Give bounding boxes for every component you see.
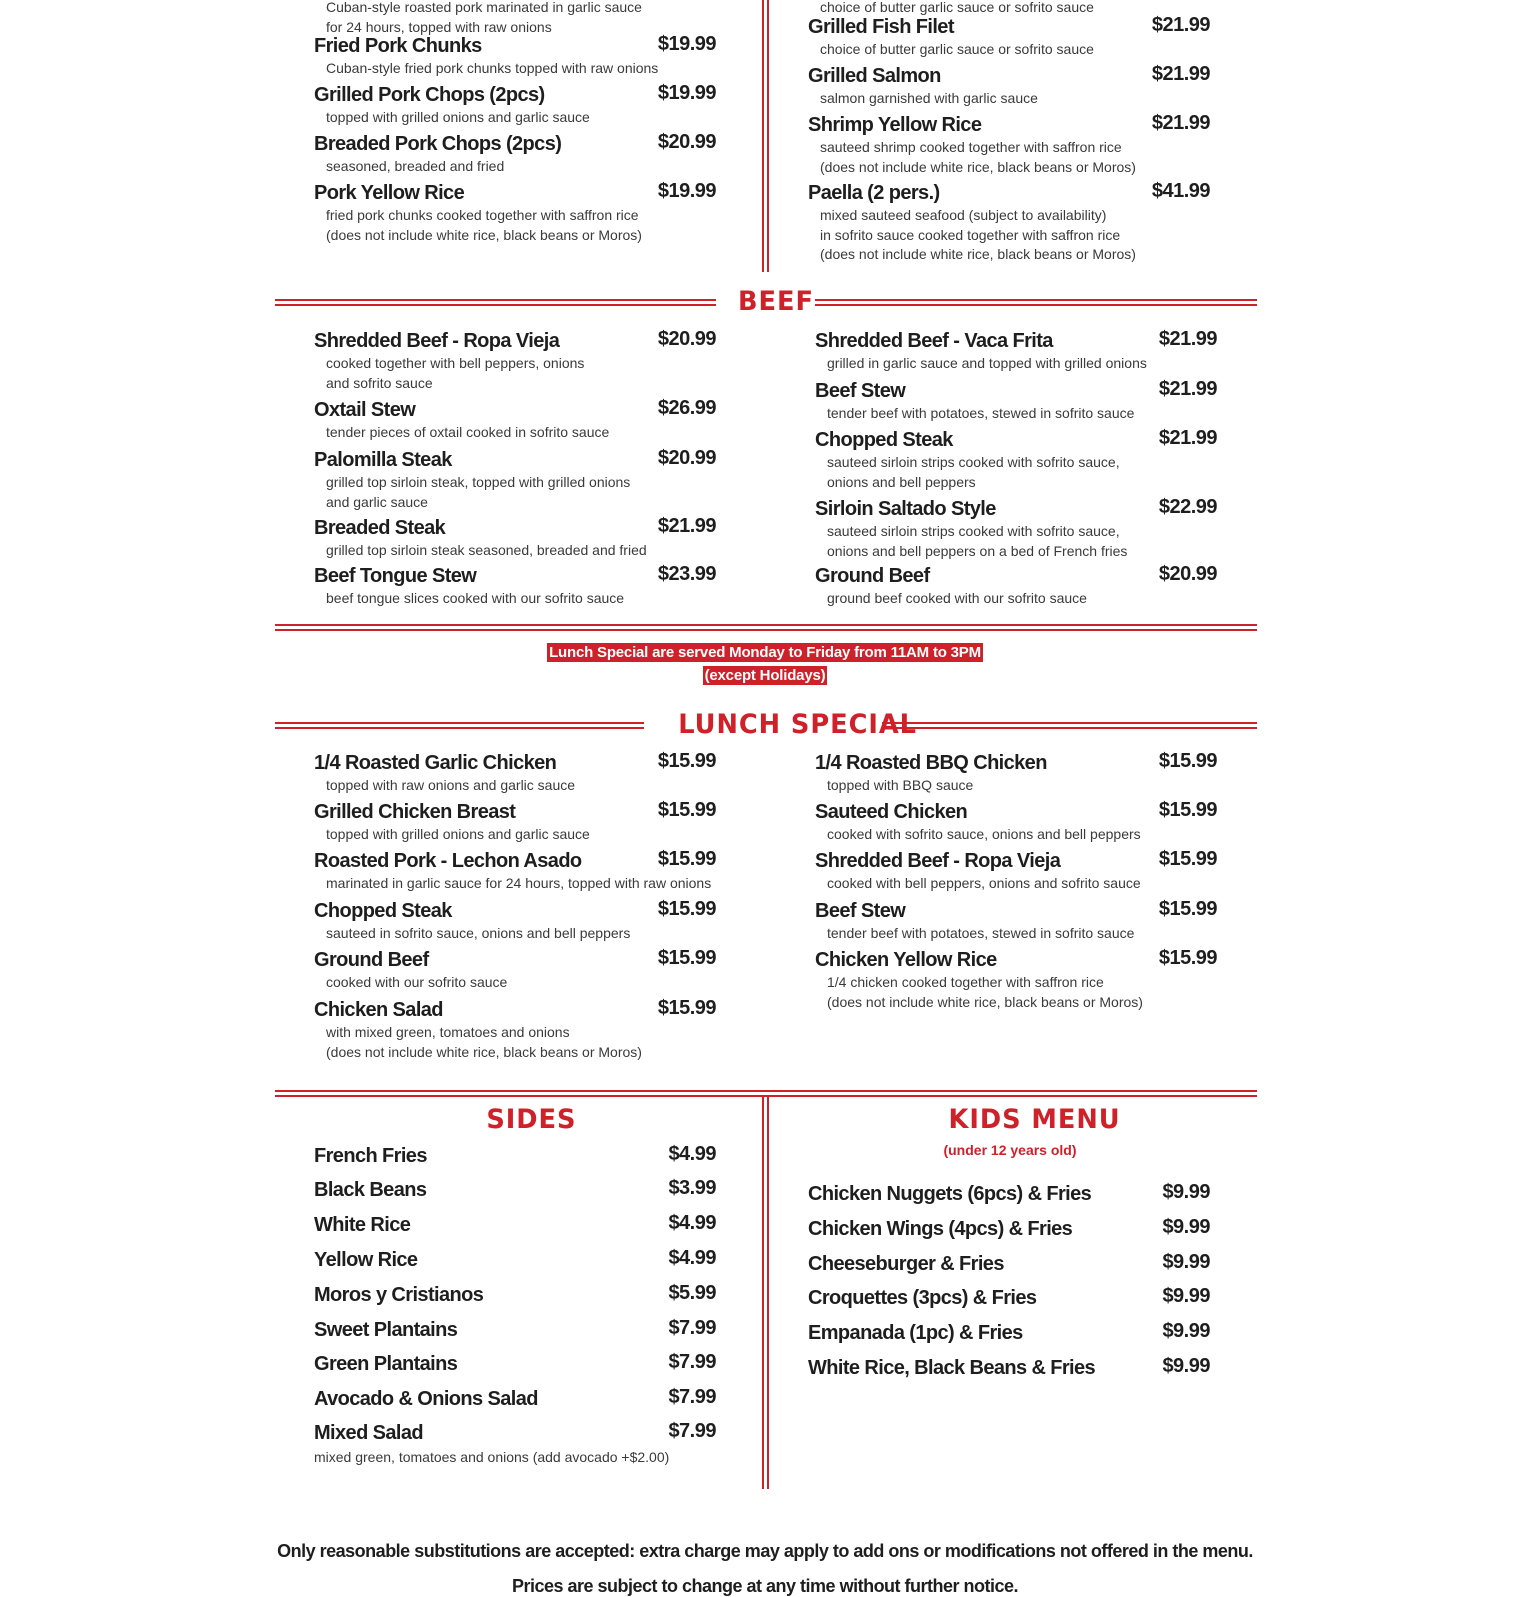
desc-line: cooked together with bell peppers, onions: [326, 355, 585, 371]
desc-line: (does not include white rice, black beans or Moros): [827, 993, 1143, 1010]
kids-subheading: (under 12 years old): [943, 1142, 1077, 1158]
banner-text: Lunch Special are served Monday to Friday from 11AM to 3PM: [549, 644, 981, 661]
item-name: French Fries: [314, 1145, 427, 1167]
item-description: [326, 473, 630, 512]
lunch-banner-line-2: [0, 667, 1530, 685]
item-description: [820, 138, 1136, 177]
item-description: [326, 206, 642, 245]
item-name: Pork Yellow Rice: [314, 182, 465, 204]
beef-bottom-rule: [275, 624, 1257, 631]
item-name: Fried Pork Chunks: [314, 35, 482, 57]
desc-line: seasoned, breaded and fried: [326, 158, 505, 174]
item-price: $21.99: [1158, 378, 1217, 400]
item-price: $15.99: [1158, 947, 1217, 969]
item-description: [820, 40, 1094, 60]
item-name: Ground Beef: [815, 565, 930, 587]
desc-line: (does not include white rice, black beans or Moros): [326, 226, 642, 243]
item-description: [827, 354, 1147, 374]
item-price: $9.99: [1162, 1320, 1210, 1342]
item-price: $19.99: [657, 33, 716, 55]
item-description: [326, 776, 575, 796]
item-name: Chopped Steak: [314, 900, 452, 922]
desc-line: tender pieces of oxtail cooked in sofrito sauce: [326, 424, 610, 440]
item-description: [326, 423, 609, 443]
item-name: Beef Stew: [815, 900, 906, 922]
item-description: [820, 0, 1094, 18]
item-name: Chopped Steak: [815, 429, 953, 451]
item-price: $26.99: [657, 397, 716, 419]
item-name: White Rice, Black Beans & Fries: [808, 1357, 1096, 1379]
item-name: Grilled Salmon: [808, 65, 941, 87]
footer-line-2: Prices are subject to change at any time without further notice.: [511, 1576, 1019, 1596]
item-name: Black Beans: [314, 1179, 427, 1201]
desc-line: for 24 hours, topped with raw onions: [326, 18, 552, 35]
item-name: Sauteed Chicken: [815, 801, 968, 823]
item-price: $15.99: [1158, 750, 1217, 772]
item-price: $15.99: [657, 947, 716, 969]
item-price: $9.99: [1162, 1181, 1210, 1203]
item-price: $20.99: [657, 328, 716, 350]
item-price: $4.99: [668, 1143, 716, 1165]
item-name: White Rice: [314, 1214, 411, 1236]
item-name: Palomilla Steak: [314, 449, 452, 471]
desc-line: 1/4 chicken cooked together with saffron rice: [827, 974, 1104, 990]
item-name: Chicken Wings (4pcs) & Fries: [808, 1218, 1073, 1240]
desc-line: and garlic sauce: [326, 493, 428, 510]
item-name: Yellow Rice: [314, 1249, 418, 1271]
item-price: $4.99: [668, 1212, 716, 1234]
item-name: Beef Tongue Stew: [314, 565, 477, 587]
item-price: $21.99: [1151, 14, 1210, 36]
sides-heading: SIDES: [486, 1104, 577, 1135]
desc-line: sauteed shrimp cooked together with saffron rice: [820, 139, 1122, 155]
item-description: [326, 157, 504, 177]
desc-line: (does not include white rice, black beans or Moros): [820, 246, 1136, 262]
desc-line: cooked with sofrito sauce, onions and bell peppers: [827, 826, 1141, 842]
item-description: [827, 453, 1120, 492]
beef-rule-left: [275, 299, 716, 306]
item-price: $9.99: [1162, 1355, 1210, 1377]
item-description: [820, 89, 1038, 109]
item-price: $15.99: [657, 848, 716, 870]
item-name: Paella (2 pers.): [808, 182, 940, 204]
item-description: [326, 354, 584, 393]
item-price: $15.99: [657, 898, 716, 920]
item-description: [827, 776, 973, 796]
item-name: Grilled Chicken Breast: [314, 801, 516, 823]
desc-line: sauteed sirloin strips cooked with sofrito sauce,: [827, 523, 1120, 539]
item-description: [326, 108, 590, 128]
item-price: $15.99: [657, 799, 716, 821]
item-description: [827, 522, 1127, 561]
item-description: [314, 1448, 669, 1468]
item-price: $5.99: [668, 1282, 716, 1304]
desc-line: choice of butter garlic sauce or sofrito sauce: [820, 0, 1094, 15]
item-description: [326, 825, 590, 845]
lunch-heading: LUNCH SPECIAL: [678, 709, 917, 740]
item-description: [326, 59, 658, 79]
desc-line: salmon garnished with garlic sauce: [820, 90, 1038, 106]
top-vertical-divider: [762, 0, 769, 272]
item-description: [827, 924, 1134, 944]
footer-line-1: Only reasonable substitutions are accepted: extra charge may apply to add ons or modifications not offered in the menu.: [277, 1541, 1253, 1561]
desc-line: marinated in garlic sauce for 24 hours, topped with raw onions: [326, 875, 712, 891]
lunch-rule-left: [275, 722, 644, 729]
item-description: [326, 1023, 642, 1062]
item-name: Sweet Plantains: [314, 1319, 458, 1341]
item-name: Empanada (1pc) & Fries: [808, 1322, 1023, 1344]
item-name: Oxtail Stew: [314, 399, 416, 421]
desc-line: topped with raw onions and garlic sauce: [326, 777, 576, 793]
desc-line: onions and bell peppers: [827, 473, 976, 490]
item-price: $7.99: [668, 1351, 716, 1373]
item-name: 1/4 Roasted BBQ Chicken: [815, 752, 1047, 774]
item-price: $15.99: [1158, 799, 1217, 821]
desc-line: mixed sauteed seafood (subject to availability): [820, 207, 1107, 223]
lunch-rule-right: [882, 722, 1257, 729]
item-price: $9.99: [1162, 1285, 1210, 1307]
item-price: $21.99: [1151, 63, 1210, 85]
desc-line: choice of butter garlic sauce or sofrito sauce: [820, 41, 1094, 57]
item-price: $7.99: [668, 1317, 716, 1339]
item-name: Ground Beef: [314, 949, 429, 971]
item-name: Roasted Pork - Lechon Asado: [314, 850, 582, 872]
item-price: $19.99: [657, 180, 716, 202]
item-price: $15.99: [657, 750, 716, 772]
item-description: [326, 541, 647, 561]
item-description: [326, 924, 630, 944]
banner-text: (except Holidays): [704, 667, 826, 684]
item-description: [827, 825, 1141, 845]
item-name: Mixed Salad: [314, 1422, 423, 1444]
item-name: Moros y Cristianos: [314, 1284, 484, 1306]
item-name: Grilled Fish Filet: [808, 16, 954, 38]
beef-heading: BEEF: [737, 286, 814, 317]
item-name: Green Plantains: [314, 1353, 458, 1375]
item-name: Chicken Salad: [314, 999, 443, 1021]
item-name: Cheeseburger & Fries: [808, 1253, 1004, 1275]
item-price: $41.99: [1151, 180, 1210, 202]
item-name: Grilled Pork Chops (2pcs): [314, 84, 545, 106]
item-price: $19.99: [657, 82, 716, 104]
item-price: $15.99: [1158, 848, 1217, 870]
item-name: 1/4 Roasted Garlic Chicken: [314, 752, 557, 774]
desc-line: cooked with our sofrito sauce: [326, 974, 508, 990]
desc-line: grilled top sirloin steak, topped with grilled onions: [326, 474, 631, 490]
desc-line: with mixed green, tomatoes and onions: [326, 1024, 570, 1040]
desc-line: (does not include white rice, black beans or Moros): [326, 1043, 642, 1060]
item-price: $15.99: [657, 997, 716, 1019]
item-description: [827, 404, 1134, 424]
item-description: [827, 973, 1143, 1012]
item-price: $7.99: [668, 1386, 716, 1408]
item-name: Avocado & Onions Salad: [314, 1388, 538, 1410]
item-name: Shredded Beef - Ropa Vieja: [314, 330, 560, 352]
item-name: Chicken Nuggets (6pcs) & Fries: [808, 1183, 1092, 1205]
lunch-banner-line-1: [0, 644, 1530, 662]
desc-line: tender beef with potatoes, stewed in sofrito sauce: [827, 925, 1135, 941]
item-price: $9.99: [1162, 1216, 1210, 1238]
item-price: $20.99: [657, 131, 716, 153]
desc-line: sauteed in sofrito sauce, onions and bell peppers: [326, 925, 631, 941]
item-description: [827, 874, 1141, 894]
desc-line: and sofrito sauce: [326, 374, 433, 391]
desc-line: Cuban-style roasted pork marinated in garlic sauce: [326, 0, 642, 15]
item-price: $15.99: [1158, 898, 1217, 920]
item-price: $20.99: [1158, 563, 1217, 585]
desc-line: sauteed sirloin strips cooked with sofrito sauce,: [827, 454, 1120, 470]
item-price: $9.99: [1162, 1251, 1210, 1273]
item-description: [326, 589, 624, 609]
beef-rule-right: [815, 299, 1257, 306]
bottom-vertical-divider: [762, 1096, 769, 1489]
item-price: $3.99: [668, 1177, 716, 1199]
item-name: Sirloin Saltado Style: [815, 498, 996, 520]
desc-line: onions and bell peppers on a bed of French fries: [827, 542, 1128, 559]
desc-line: (does not include white rice, black beans or Moros): [820, 158, 1136, 175]
desc-line: topped with grilled onions and garlic sauce: [326, 109, 590, 125]
item-price: $21.99: [1151, 112, 1210, 134]
item-name: Breaded Pork Chops (2pcs): [314, 133, 562, 155]
desc-line: in sofrito sauce cooked together with saffron rice: [820, 226, 1121, 243]
desc-line: topped with grilled onions and garlic sauce: [326, 826, 590, 842]
item-price: $21.99: [1158, 427, 1217, 449]
item-price: $21.99: [1158, 328, 1217, 350]
desc-line: fried pork chunks cooked together with saffron rice: [326, 207, 639, 223]
item-name: Breaded Steak: [314, 517, 446, 539]
item-description: [326, 0, 642, 37]
desc-line: beef tongue slices cooked with our sofrito sauce: [326, 590, 625, 606]
desc-line: ground beef cooked with our sofrito sauce: [827, 590, 1087, 606]
desc-line: grilled top sirloin steak seasoned, breaded and fried: [326, 542, 647, 558]
item-price: $7.99: [668, 1420, 716, 1442]
desc-line: mixed green, tomatoes and onions (add avocado +$2.00): [314, 1449, 670, 1465]
item-price: $23.99: [657, 563, 716, 585]
desc-line: Cuban-style fried pork chunks topped with raw onions: [326, 60, 659, 76]
item-name: Beef Stew: [815, 380, 906, 402]
desc-line: cooked with bell peppers, onions and sofrito sauce: [827, 875, 1141, 891]
item-description: [326, 874, 711, 894]
item-price: $4.99: [668, 1247, 716, 1269]
item-price: $21.99: [657, 515, 716, 537]
item-price: $20.99: [657, 447, 716, 469]
item-name: Shredded Beef - Vaca Frita: [815, 330, 1053, 352]
desc-line: tender beef with potatoes, stewed in sofrito sauce: [827, 405, 1135, 421]
item-description: [326, 973, 507, 993]
item-description: [827, 589, 1087, 609]
item-price: $22.99: [1158, 496, 1217, 518]
item-description: [820, 206, 1136, 265]
kids-heading: KIDS MENU: [948, 1104, 1121, 1135]
desc-line: grilled in garlic sauce and topped with grilled onions: [827, 355, 1147, 371]
item-name: Shredded Beef - Ropa Vieja: [815, 850, 1061, 872]
item-name: Shrimp Yellow Rice: [808, 114, 982, 136]
item-name: Croquettes (3pcs) & Fries: [808, 1287, 1037, 1309]
desc-line: topped with BBQ sauce: [827, 777, 974, 793]
item-name: Chicken Yellow Rice: [815, 949, 997, 971]
